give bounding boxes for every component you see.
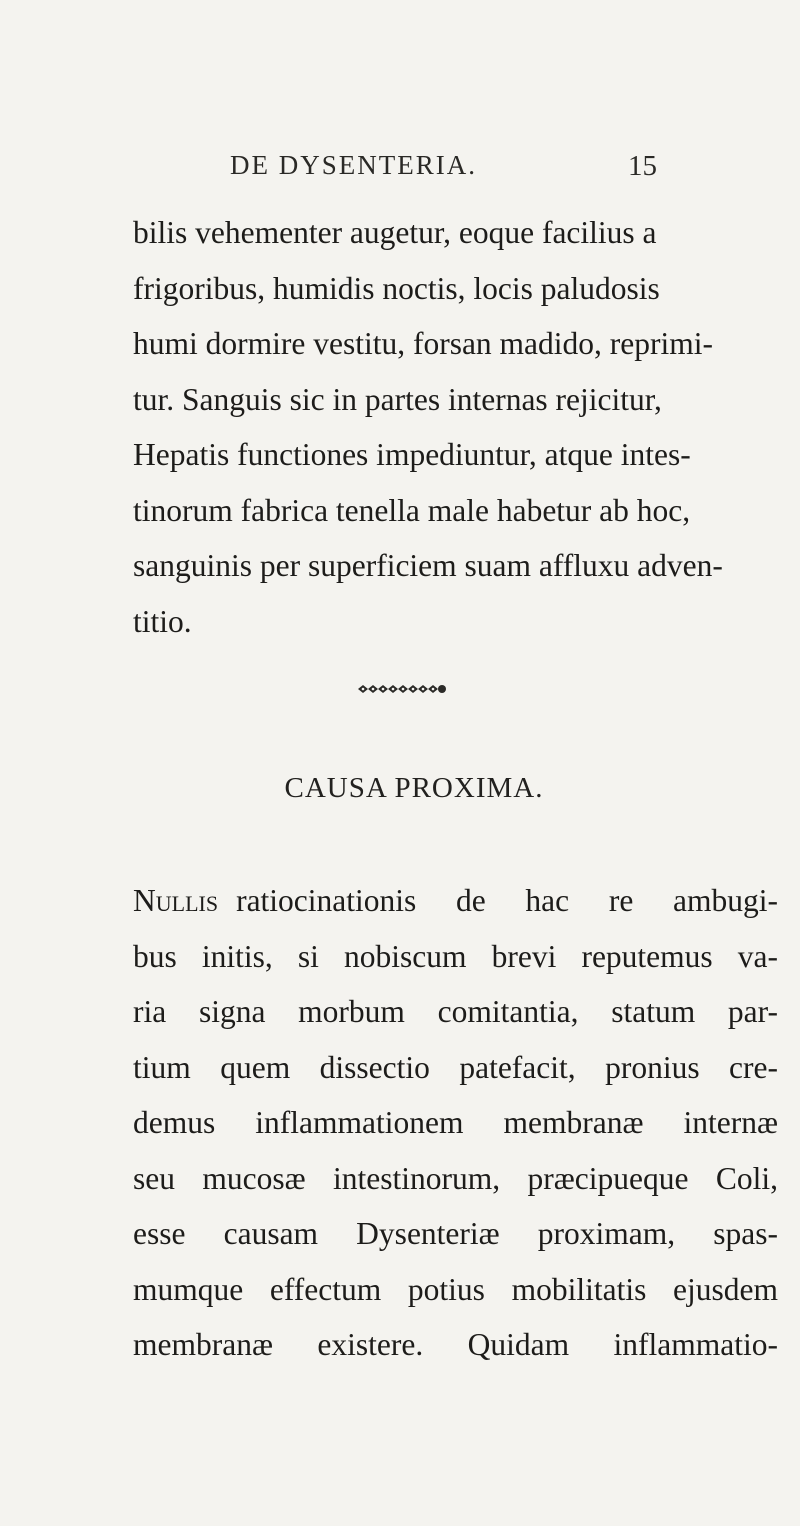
paragraph-continuation	[133, 205, 778, 649]
text-line: titio.	[133, 603, 192, 639]
text-line: demus inflammationem membranæ internæ	[133, 1105, 778, 1140]
initial-word: Nullis	[133, 883, 219, 918]
section-heading-text: CAUSA PROXIMA.	[284, 772, 544, 804]
text-line: ria signa morbum comitantia, statum par-	[133, 994, 778, 1029]
running-head	[0, 150, 800, 190]
text-line: mumque effectum potius mobilitatis ejusdem	[133, 1271, 778, 1307]
section-heading	[0, 772, 800, 805]
running-head-title: DE DYSENTERIA.	[230, 150, 477, 180]
text-line: Hepatis functiones impediuntur, atque intes-	[133, 437, 691, 472]
text-line	[133, 873, 778, 929]
text-line: membranæ existere. Quidam inflammatio-	[133, 1327, 778, 1362]
page-number: 15	[628, 150, 657, 182]
text-line: tur. Sanguis sic in partes internas rejicitur,	[133, 381, 662, 417]
text-line: tinorum fabrica tenella male habetur ab hoc,	[133, 492, 691, 528]
text-line: bilis vehementer augetur, eoque facilius a	[133, 215, 657, 250]
text-line: humi dormire vestitu, forsan madido, reprimi-	[133, 326, 713, 361]
text-line: seu mucosæ intestinorum, præcipueque Coli,	[133, 1160, 778, 1196]
text-line: bus initis, si nobiscum brevi reputemus va-	[133, 938, 778, 974]
first-line-rest: ratiocinationis de hac re ambugi-	[236, 883, 778, 918]
ornamental-rule-icon	[356, 682, 448, 696]
text-line: esse causam Dysenteriæ proximam, spas-	[133, 1216, 778, 1251]
text-line: tium quem dissectio patefacit, pronius cre-	[133, 1049, 778, 1085]
text-line: sanguinis per superficiem suam affluxu adven-	[133, 548, 723, 583]
first-line-rest-wrapper	[218, 873, 778, 929]
text-line: frigoribus, humidis noctis, locis paludosis	[133, 270, 660, 306]
paragraph-causa-proxima	[133, 873, 778, 1373]
